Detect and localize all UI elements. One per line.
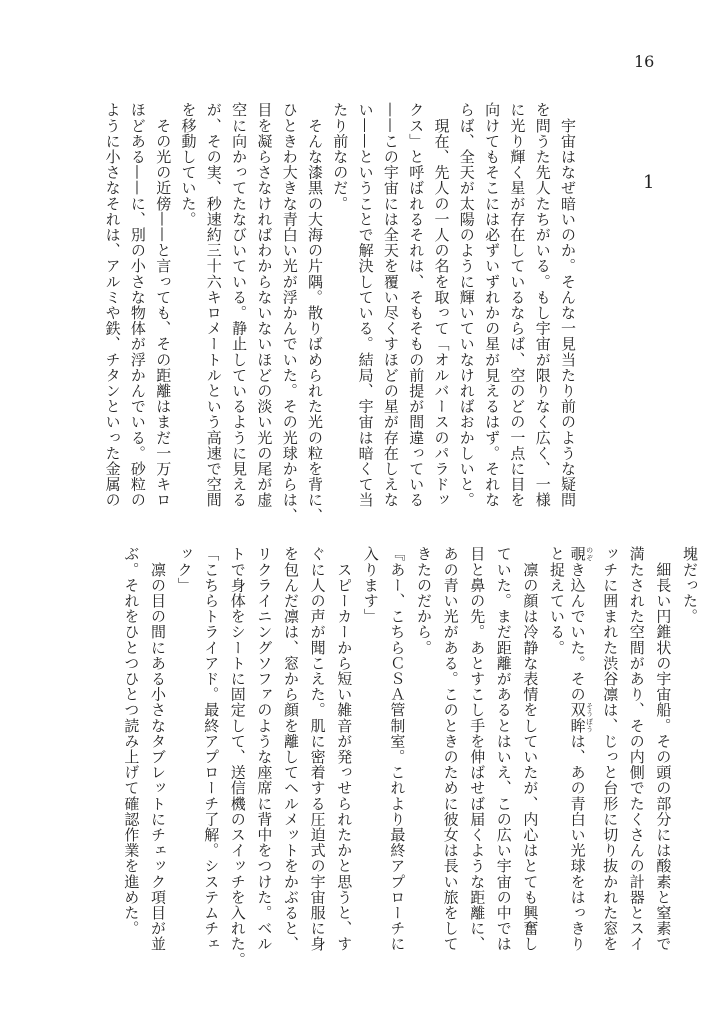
ruby-word [568,546,594,562]
text-line: リクライニングソファのような座席に背中をつけた。ベル [255,546,274,952]
text-line: スピーカーから短い雑音が発っせられたかと思うと、す [335,546,354,952]
text-line: ック」 [175,546,194,593]
text-line: 満たされた空間があり、その内側でたくさんの計器とスイ [627,546,646,952]
text-line: 目を凝らさなければわからないないほどの淡い光の尾が虚 [255,102,274,508]
text-line [568,546,594,952]
text-line: を問うた先人たちがいる。もし宇宙が限りなく広く、一様 [533,102,552,508]
text-line: きたのだから。 [415,546,433,656]
ruby-reading: そうぼう [585,702,594,734]
ruby-reading: のぞ [585,546,594,562]
text-line: トで身体をシートに固定して、送信機のスイッチを入れた。 [228,546,247,968]
text-line: ように小さなそれは、アルミや鉄、チタンといった金属の [103,102,122,508]
text-line: ほどある——に、別の小さな物体が浮かんでいる。砂粒の [128,102,147,508]
ruby-base: 双眸 [568,702,587,734]
text-line: 宇宙はなぜ暗いのか。そんな一見当たり前のような疑問 [559,102,577,508]
text-line: 現在、先人の一人の名を取って「オルバースのパラドッ [432,102,451,508]
text-line: が、その実、秒速約三十六キロメートルという高速で空間 [204,102,223,508]
text-line: ——この宇宙には全天を覆い尽くすほどの星が存在しえな [381,102,400,508]
text-line: らば、全天が太陽のように輝いていなければおかしいと。 [457,102,476,508]
text-line: ひときわ大きな青白い光が浮かんでいた。その光球からは、 [280,102,299,524]
text-line: 細長い円錐状の宇宙船。その頭の部分には酸素と窒素で [654,546,673,952]
text-line: 空に向かってたなびいている。静止しているように見える [230,102,249,508]
text-line: 『あー、こちらＣＳＡ管制室。これより最終アプローチに [388,546,407,952]
text-line: 凛の目の間にある小さなタブレットにチェック項目が並 [149,546,167,952]
text-line: に光り輝く星が存在しているならば、空のどの一点に目を [508,102,527,508]
text-line: 塊だった。 [681,546,699,624]
text-line: 入ります」 [361,546,380,624]
text-line: い——ということで解決している。結局、宇宙は暗くて当 [356,102,375,508]
text-line: と捉えている。 [548,546,566,656]
text-line: ッチに囲まれた渋谷凛は、じっと台形に切り抜かれた窓を [601,546,620,952]
text-line: 凛の顔は冷静な表情をしていたが、内心はとても興奮し [521,546,540,952]
text-line: ぶ。それをひとつひとつ読み上げて確認作業を進めた。 [122,546,141,936]
text-line: たり前なのだ。 [331,102,350,212]
text-line: を包んだ凛は、窓から顔を離してヘルメットをかぶると、 [282,546,300,952]
text-line: 目と鼻の先。あとすこし手を伸ばせば届くような距離に、 [468,546,487,952]
text-line: あの青い光がある。このときのために彼女は長い旅をして [441,546,460,952]
text-line: ていた。まだ距離があるとはいえ、この広い宇宙の中では [494,546,513,952]
chapter-heading: 1 [643,172,655,193]
text-line: 「こちらトライアド。最終アプローチ了解。システムチェ [202,546,221,952]
page-number: 16 [634,52,655,71]
text-line: その光の近傍——と言っても、その距離はまだ一万キロ [154,102,173,508]
text-segment: き込んでいた。その [568,561,587,703]
text-line: そんな漆黒の大海の片隅。散りばめられた光の粒を背に、 [306,102,324,524]
ruby-word [568,702,594,734]
text-segment: は、あの青白い光球をはっきり [568,733,587,952]
text-line: ぐに人の声が聞こえた。肌に密着する圧迫式の宇宙服に身 [308,546,327,952]
text-line: クス」と呼ばれるそれは、そもそもの前提が間違っている [407,102,426,508]
text-line: 向けてもそこには必ずいずれかの星が見えるはず。それな [483,102,502,508]
text-line: を移動していた。 [179,102,198,227]
ruby-base: 覗 [568,546,587,562]
